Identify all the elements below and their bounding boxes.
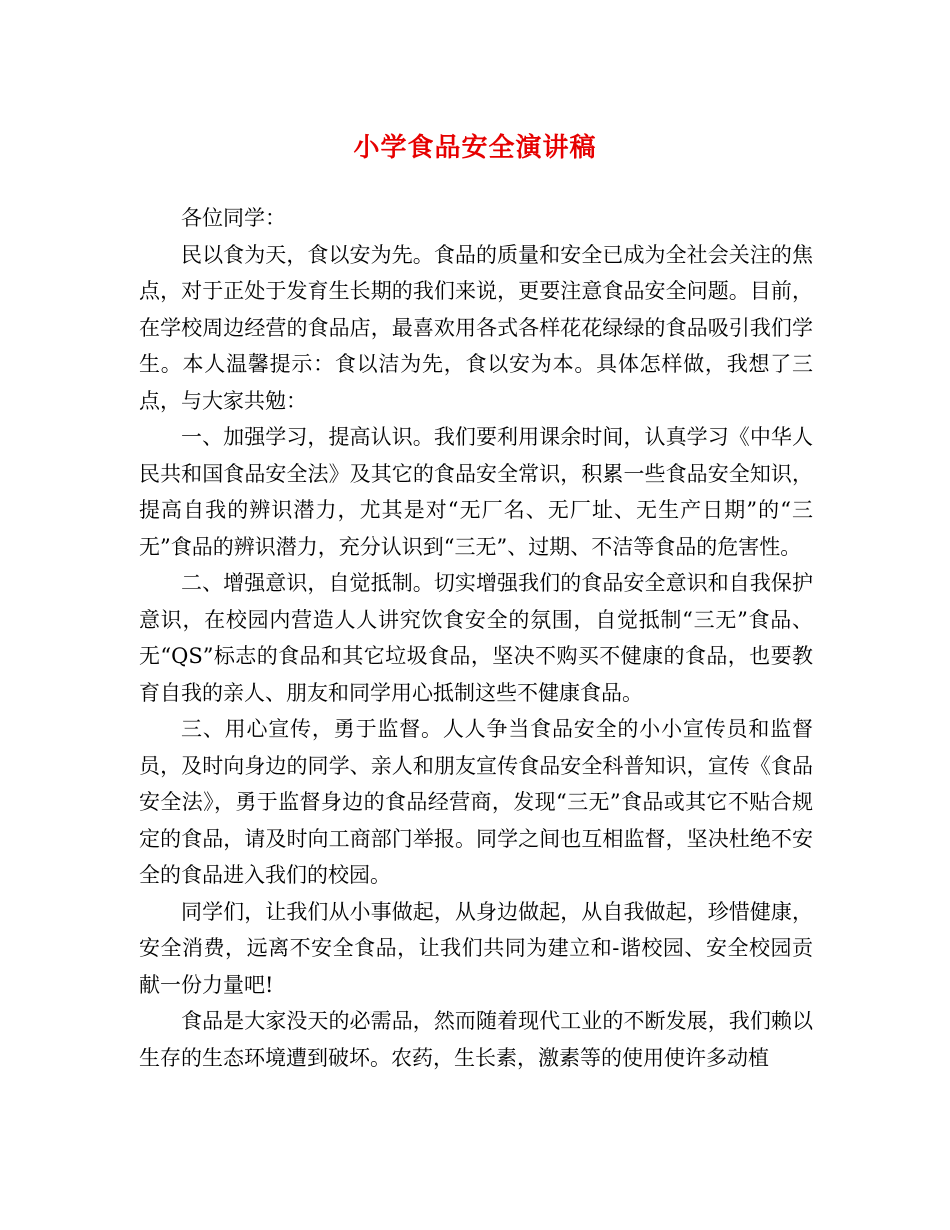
- body-paragraph: 同学们，让我们从小事做起，从身边做起，从自我做起，珍惜健康，安全消费，远离不安全食品，让我们共同为建立和-谐校园、安全校园贡献一份力量吧!: [139, 899, 813, 997]
- body-paragraph: 三、用心宣传，勇于监督。人人争当食品安全的小小宣传员和监督员，及时向身边的同学、亲人和朋友宣传食品安全科普知识，宣传《食品安全法》，勇于监督身边的食品经营商，发现“三无”食品或其它不贴合规定的食品，请及时向工商部门举报。同学之间也互相监督，坚决杜绝不安全的食品进入我们的校园。: [139, 717, 813, 887]
- body-paragraph: 民以食为天，食以安为先。食品的质量和安全已成为全社会关注的焦点，对于正处于发育生长期的我们来说，更要注意食品安全问题。目前，在学校周边经营的食品店，最喜欢用各式各样花花绿绿的食品吸引我们学生。本人温馨提示：食以洁为先，食以安为本。具体怎样做，我想了三点，与大家共勉：: [139, 242, 813, 413]
- document-title: 小学食品安全演讲稿: [353, 133, 597, 163]
- body-paragraph: 食品是大家没天的必需品，然而随着现代工业的不断发展，我们赖以生存的生态环境遭到破坏。农药，生长素，激素等的使用使许多动植: [139, 1009, 813, 1070]
- salutation-paragraph: 各位同学：: [181, 206, 286, 230]
- body-paragraph: 二、增强意识，自觉抵制。切实增强我们的食品安全意识和自我保护意识，在校园内营造人人讲究饮食安全的氛围，自觉抵制“三无”食品、无“QS”标志的食品和其它垃圾食品，坚决不购买不健康的食品，也要教育自我的亲人、朋友和同学用心抵制这些不健康食品。: [139, 571, 813, 705]
- body-paragraph: 一、加强学习，提高认识。我们要利用课余时间，认真学习《中华人民共和国食品安全法》及其它的食品安全常识，积累一些食品安全知识，提高自我的辨识潜力，尤其是对“无厂名、无厂址、无生产日期”的“三无”食品的辨识潜力，充分认识到“三无”、过期、不洁等食品的危害性。: [139, 425, 813, 559]
- document-body: [139, 200, 813, 1076]
